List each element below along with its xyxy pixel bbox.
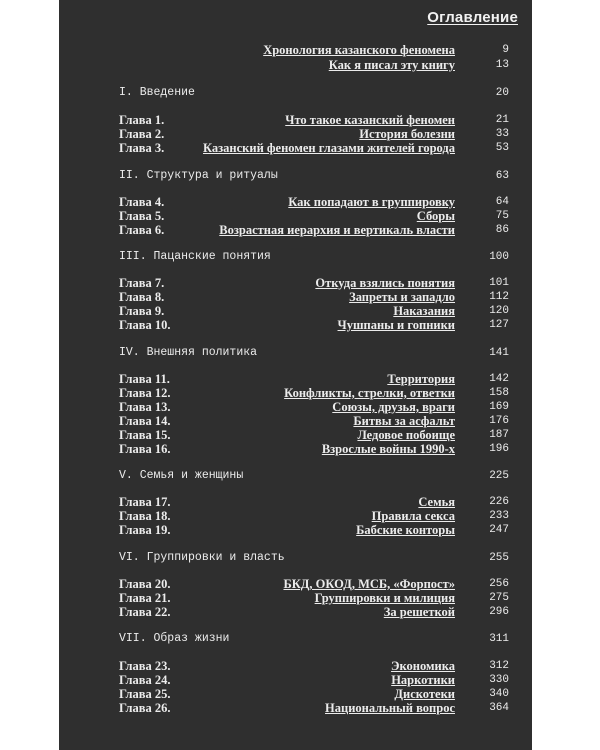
- page-number: 158: [489, 387, 509, 399]
- page-number: 75: [495, 210, 509, 222]
- toc-entry: [119, 577, 509, 591]
- page-number: 64: [495, 196, 509, 208]
- chapter-label: Глава 11.: [119, 372, 170, 386]
- chapter-label: Глава 10.: [119, 318, 171, 332]
- entry-title: Возрастная иерархия и вертикаль власти: [219, 223, 455, 237]
- toc-entry: [119, 523, 509, 537]
- toc-entry: [119, 509, 509, 523]
- page-number: 296: [489, 606, 509, 618]
- entry-title: Дискотеки: [394, 687, 455, 701]
- toc-entry: [119, 442, 509, 456]
- toc-entry: [119, 372, 509, 386]
- page-number: 63: [495, 170, 509, 182]
- part-title: V. Семья и женщины: [119, 469, 244, 482]
- chapter-label: Глава 4.: [119, 195, 165, 209]
- toc-entry: [119, 400, 509, 414]
- chapter-label: Глава 25.: [119, 687, 171, 701]
- entry-title: Бабские конторы: [356, 523, 455, 537]
- entry-title: Ледовое побоище: [357, 428, 455, 442]
- chapter-label: Глава 6.: [119, 223, 165, 237]
- toc-entry: [119, 195, 509, 209]
- page-number: 364: [489, 702, 509, 714]
- chapter-label: Глава 16.: [119, 442, 171, 456]
- toc-entry: [119, 318, 509, 332]
- toc-entry: [119, 414, 509, 428]
- page-number: 142: [489, 373, 509, 385]
- toc-part: [119, 250, 509, 264]
- part-title: VII. Образ жизни: [119, 632, 230, 645]
- chapter-label: Глава 26.: [119, 701, 171, 715]
- toc-entry: [119, 209, 509, 223]
- toc-entry: [119, 58, 509, 72]
- page-number: 33: [495, 128, 509, 140]
- page-number: 340: [489, 688, 509, 700]
- part-title: VI. Группировки и власть: [119, 551, 285, 564]
- page-number: 311: [489, 633, 509, 645]
- page-title: Оглавление: [427, 9, 518, 26]
- toc-entry: [119, 43, 509, 57]
- toc-entry: [119, 223, 509, 237]
- entry-title: Семья: [418, 495, 455, 509]
- entry-title: Битвы за асфальт: [353, 414, 455, 428]
- page-number: 169: [489, 401, 509, 413]
- page-number: 176: [489, 415, 509, 427]
- chapter-label: Глава 19.: [119, 523, 171, 537]
- entry-title: За решеткой: [383, 605, 455, 619]
- page-number: 100: [489, 251, 509, 263]
- book-page: [59, 0, 532, 750]
- toc-entry: [119, 127, 509, 141]
- entry-title: Запреты и западло: [349, 290, 455, 304]
- page-number: 226: [489, 496, 509, 508]
- entry-title: Экономика: [391, 659, 455, 673]
- entry-title: Национальный вопрос: [325, 701, 455, 715]
- toc-entry: [119, 141, 509, 155]
- entry-title: Сборы: [416, 209, 455, 223]
- toc-entry: [119, 673, 509, 687]
- page-number: 275: [489, 592, 509, 604]
- entry-title: Откуда взялись понятия: [315, 276, 455, 290]
- toc-part: [119, 169, 509, 183]
- toc-entry: [119, 591, 509, 605]
- part-title: IV. Внешняя политика: [119, 346, 258, 359]
- page-number: 13: [495, 59, 509, 71]
- page-number: 255: [489, 552, 509, 564]
- page-number: 330: [489, 674, 509, 686]
- toc-part: [119, 469, 509, 483]
- entry-title: Казанский феномен глазами жителей города: [203, 141, 455, 155]
- chapter-label: Глава 24.: [119, 673, 171, 687]
- page-number: 187: [489, 429, 509, 441]
- toc-entry: [119, 386, 509, 400]
- page-number: 9: [502, 44, 509, 56]
- page-number: 127: [489, 319, 509, 331]
- entry-title: Территория: [387, 372, 455, 386]
- page-number: 20: [495, 87, 509, 99]
- page-number: 120: [489, 305, 509, 317]
- page-number: 225: [489, 470, 509, 482]
- entry-title: Хронология казанского феномена: [263, 43, 455, 57]
- entry-title: Чушпаны и гопники: [337, 318, 455, 332]
- entry-title: Наркотики: [391, 673, 455, 687]
- chapter-label: Глава 23.: [119, 659, 171, 673]
- chapter-label: Глава 9.: [119, 304, 165, 318]
- toc-entry: [119, 605, 509, 619]
- chapter-label: Глава 3.: [119, 141, 165, 155]
- toc-entry: [119, 304, 509, 318]
- page-number: 21: [495, 114, 509, 126]
- entry-title: Взрослые войны 1990-х: [321, 442, 455, 456]
- chapter-label: Глава 8.: [119, 290, 165, 304]
- part-title: III. Пацанские понятия: [119, 250, 271, 263]
- page-number: 53: [495, 142, 509, 154]
- chapter-label: Глава 15.: [119, 428, 171, 442]
- toc-entry: [119, 701, 509, 715]
- chapter-label: Глава 20.: [119, 577, 171, 591]
- chapter-label: Глава 18.: [119, 509, 171, 523]
- page-number: 247: [489, 524, 509, 536]
- entry-title: Что такое казанский феномен: [285, 113, 455, 127]
- page-number: 256: [489, 578, 509, 590]
- page-number: 112: [489, 291, 509, 303]
- page-number: 196: [489, 443, 509, 455]
- page-number: 86: [495, 224, 509, 236]
- page-number: 141: [489, 347, 509, 359]
- chapter-label: Глава 7.: [119, 276, 165, 290]
- page-number: 312: [489, 660, 509, 672]
- toc-entry: [119, 687, 509, 701]
- toc-entry: [119, 495, 509, 509]
- entry-title: БКД, ОКОД, МСБ, «Форпост»: [283, 577, 455, 591]
- toc-part: [119, 346, 509, 360]
- chapter-label: Глава 21.: [119, 591, 171, 605]
- entry-title: Союзы, друзья, враги: [332, 400, 455, 414]
- entry-title: Как попадают в группировку: [288, 195, 455, 209]
- chapter-label: Глава 14.: [119, 414, 171, 428]
- toc-part: [119, 632, 509, 646]
- chapter-label: Глава 22.: [119, 605, 171, 619]
- page-number: 101: [489, 277, 509, 289]
- page-number: 233: [489, 510, 509, 522]
- toc-entry: [119, 290, 509, 304]
- chapter-label: Глава 17.: [119, 495, 171, 509]
- entry-title: Конфликты, стрелки, ответки: [284, 386, 455, 400]
- chapter-label: Глава 5.: [119, 209, 165, 223]
- toc-part: [119, 86, 509, 100]
- entry-title: Как я писал эту книгу: [328, 58, 455, 72]
- toc-entry: [119, 276, 509, 290]
- part-title: I. Введение: [119, 86, 195, 99]
- entry-title: Группировки и милиция: [314, 591, 455, 605]
- chapter-label: Глава 2.: [119, 127, 165, 141]
- toc-entry: [119, 113, 509, 127]
- chapter-label: Глава 13.: [119, 400, 171, 414]
- toc-entry: [119, 428, 509, 442]
- entry-title: Наказания: [393, 304, 455, 318]
- toc-part: [119, 551, 509, 565]
- entry-title: Правила секса: [371, 509, 455, 523]
- entry-title: История болезни: [359, 127, 455, 141]
- toc-entry: [119, 659, 509, 673]
- chapter-label: Глава 1.: [119, 113, 165, 127]
- part-title: II. Структура и ритуалы: [119, 169, 278, 182]
- chapter-label: Глава 12.: [119, 386, 171, 400]
